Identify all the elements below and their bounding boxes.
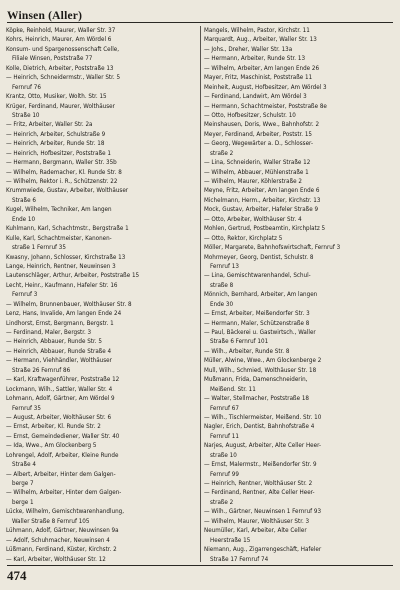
directory-entry-line: — Heinrich, Abbauer, Runde Straße 4 — [6, 347, 112, 355]
directory-entry-line: — August, Arbeiter, Wolthäuser Str. 6 — [6, 413, 112, 421]
directory-entry-line: Straße 4 — [12, 461, 36, 469]
directory-entry-line: — Heinrich, Schneidermstr., Waller Str. 5 — [6, 74, 121, 82]
directory-entry-line: — Ernst, Malermstr., Meißendorfer Str. 9 — [204, 461, 317, 469]
directory-entry-line: Müller, Alwine, Wwe., Am Glockenberge 2 — [204, 357, 322, 365]
directory-entry-line: Meißend. Str. 11 — [210, 385, 256, 393]
directory-entry-line: — Wilhelm, Abbauer, Mühlenstraße 1 — [204, 168, 309, 176]
directory-entry-line: Fernruf 76 — [12, 83, 41, 91]
directory-entry-line: Heerstraße 15 — [210, 536, 251, 544]
directory-entry-line: — Otto, Rektor, Kirchplatz 5 — [204, 234, 283, 242]
directory-entry-line: straße 1 Fernruf 35 — [12, 244, 66, 252]
directory-entry-line: — Wilhelm, Brunnenbauer, Wolthäuser Str. 8 — [6, 300, 132, 308]
directory-entry-line: Mohlen, Gertrud, Postbeamtin, Kirchplatz 5 — [204, 225, 326, 233]
directory-entry-line: straße 8 — [210, 281, 234, 289]
directory-entry-line: Mohrmeyer, Georg, Dentist, Schulstr. 8 — [204, 253, 314, 261]
header-rule — [7, 22, 393, 23]
directory-entry-line: — Ferdinand, Landwirt, Am Wördel 3 — [204, 93, 307, 101]
directory-entry-line: Straße 10 — [12, 111, 40, 119]
directory-entry-line: Lohmann, Adolf, Gärtner, Am Wördel 9 — [6, 395, 115, 403]
directory-entry-line: Fernruf 67 — [210, 404, 239, 412]
directory-entry-line: — Georg, Wegewärter a. D., Schlosser- — [204, 140, 313, 148]
directory-entry-line: Mangels, Wilhelm, Pastor, Kirchstr. 11 — [204, 27, 310, 34]
directory-entry-line: Straße 26 Fernruf 86 — [12, 366, 71, 374]
page-number: 474 — [7, 568, 27, 583]
directory-entry-line: Krüger, Ferdinand, Maurer, Wolthäuser — [6, 102, 115, 110]
directory-entry-line: — Wilhelm, Arbeiter, Am langen Ende 26 — [204, 64, 320, 72]
directory-entry-line: Lüßmann, Ferdinand, Küster, Kirchstr. 2 — [6, 546, 117, 554]
directory-entry-line: — Otto, Hofbesitzer, Schulstr. 10 — [204, 111, 296, 119]
directory-entry-line: — Heinrich, Rentner, Wolthäuser Str. 2 — [204, 480, 313, 487]
directory-entry-line: Lohrengel, Adolf, Arbeiter, Kleine Runde — [6, 451, 119, 459]
directory-entry-line: — Ida, Wwe., Am Glockenberg 5 — [6, 442, 97, 450]
directory-entry-line: Ende 30 — [210, 300, 234, 308]
directory-entry-line: Kolle, Dietrich, Arbeiter, Poststraße 13 — [6, 64, 114, 72]
directory-entry-line: Mock, Gustav, Arbeiter, Hafeler Straße 9 — [204, 206, 319, 214]
directory-entry-line: Konsum- und Spargenossenschaft Celle, — [6, 45, 120, 53]
directory-entry-line: — Wilhelm, Arbeiter, Hinter dem Galgen- — [6, 489, 122, 497]
directory-entry-line: Möller, Margarete, Bahnhofswirtschaft, Fernruf 3 — [204, 244, 341, 252]
directory-entry-line: Ende 10 — [12, 215, 36, 223]
directory-entry-line: Meinshausen, Doris, Wwe., Bahnhofstr. 2 — [204, 121, 320, 129]
directory-entry-line: Mönnich, Bernhard, Arbeiter, Am langen — [204, 291, 318, 299]
directory-entry-line: Waller Straße 8 Fernruf 105 — [12, 517, 90, 525]
directory-entry-line: Meyne, Fritz, Arbeiter, Am langen Ende 6 — [204, 187, 320, 195]
directory-entry-line: — Wilhelm, Maurer, Köhlerstraße 2 — [204, 178, 302, 185]
directory-entry-line: — Wilh., Gärtner, Neuwinsen 1 Fernruf 93 — [204, 508, 322, 516]
directory-entry-line: — Ferdinand, Rentner, Alte Celler Heer- — [204, 489, 315, 497]
directory-entry-line: — Wilhelm, Rademacher, Kl. Runde Str. 8 — [6, 168, 122, 176]
directory-entry-line: Lenz, Hans, Invalide, Am langen Ende 24 — [6, 310, 122, 318]
directory-entry-line: — Wilhelm, Maurer, Wolthäuser Str. 3 — [204, 517, 310, 525]
directory-entry-line: straße 2 — [210, 498, 234, 506]
directory-entry-line: straße 2 — [210, 149, 234, 157]
directory-entry-line: — Walter, Stellmacher, Poststraße 18 — [204, 395, 309, 403]
directory-entry-line: — Fritz, Arbeiter, Waller Str. 2a — [6, 121, 93, 129]
directory-entry-line: Lockmann, Wilh., Sattler, Waller Str. 4 — [6, 385, 113, 393]
directory-entry-line: — Wilhelm, Rektor i. R., Schützenstr. 22 — [6, 178, 118, 185]
directory-entry-line: Fernruf 13 — [210, 262, 239, 270]
directory-entry-line: — Heinrich, Arbeiter, Schulstraße 9 — [6, 130, 106, 138]
directory-entry-line: — Wilh., Arbeiter, Runde Str. 8 — [204, 347, 290, 355]
directory-entry-line: — Karl, Kraftwagenführer, Poststraße 12 — [6, 376, 120, 384]
directory-entry-line: — Karl, Arbeiter, Wolthäuser Str. 12 — [6, 555, 106, 562]
directory-entry-line: — Ernst, Arbeiter, Meißendorfer Str. 3 — [204, 310, 310, 318]
directory-entry-line: Lange, Heinrich, Rentner, Neuwinsen 3 — [6, 262, 116, 270]
directory-entry-line: Lücke, Wilhelm, Gemischtwarenhandlung, — [6, 508, 125, 516]
directory-entry-line: — Lina, Schneiderin, Waller Straße 12 — [204, 159, 311, 167]
directory-entry-line: Krummwiede, Gustav, Arbeiter, Wolthäuser — [6, 187, 129, 195]
directory-entry-line: Lautenschläger, Arthur, Arbeiter, Poststraße 15 — [6, 272, 140, 280]
directory-entry-line: Nagler, Erich, Dentist, Bahnhofstraße 4 — [204, 423, 315, 431]
directory-entry-line: Mull, Wilh., Schmied, Wolthäuser Str. 18 — [204, 366, 317, 374]
directory-entry-line: Krantz, Otto, Musiker, Wolth. Str. 15 — [6, 93, 107, 101]
directory-entry-line: Mußmann, Frida, Damenschneiderin, — [204, 376, 308, 384]
directory-entry-line: straße 10 — [210, 451, 237, 459]
directory-entry-line: Mayer, Fritz, Maschinist, Poststraße 11 — [204, 74, 313, 82]
directory-entry-line: Michelmann, Herm., Arbeiter, Kirchstr. 13 — [204, 196, 321, 204]
directory-entry-line: — Adolf, Schuhmacher, Neuwinsen 4 — [6, 536, 110, 544]
directory-entry-line: Fernruf 11 — [210, 432, 239, 440]
directory-entry-line: Straße 6 Fernruf 101 — [210, 338, 269, 346]
directory-entry-line: — Hermann, Arbeiter, Runde Str. 13 — [204, 55, 306, 63]
directory-entry-line: — Hermann, Viehhändler, Wolthäuser — [6, 357, 112, 365]
directory-entry-line: Köpke, Reinhold, Maurer, Waller Str. 37 — [6, 27, 116, 34]
directory-entry-line: Filiale Winsen, Poststraße 77 — [12, 55, 93, 63]
directory-entry-line: — Hermann, Schachtmeister, Poststraße 8e — [204, 102, 327, 110]
directory-entry-line: — Ernst, Arbeiter, Kl. Runde Str. 2 — [6, 423, 101, 431]
directory-entry-line: — Albert, Arbeiter, Hinter dem Galgen- — [6, 470, 116, 478]
directory-entry-line: berge 7 — [12, 480, 34, 487]
directory-entry-line: — Ferdinand, Maler, Bergstr. 3 — [6, 329, 92, 336]
directory-entry-line: — Ernst, Gemeindediener, Waller Str. 40 — [6, 432, 120, 440]
directory-entry-line: Lindhorst, Ernst, Bergmann, Bergstr. 1 — [6, 319, 114, 327]
directory-entry-line: — Wilh., Tischlermeister, Meißend. Str. 10 — [204, 413, 322, 421]
page-title: Winsen (Aller) — [7, 10, 83, 22]
directory-entry-line: Kulle, Karl, Schachtmeister, Kanonen- — [6, 234, 112, 242]
directory-entry-line: Niemann, Aug., Zigarrengeschäft, Hafeler — [204, 546, 322, 554]
directory-entry-line: Meyer, Ferdinand, Arbeiter, Poststr. 15 — [204, 130, 313, 138]
directory-entry-line: Straße 6 — [12, 196, 36, 204]
directory-entry-line: — Heinrich, Abbauer, Runde Str. 5 — [6, 338, 102, 346]
directory-entry-line: Straße 17 Fernruf 74 — [210, 555, 269, 562]
directory-entry-line: Fernruf 3 — [12, 291, 38, 299]
directory-entry-line: Fernruf 35 — [12, 404, 41, 412]
directory-entry-line: Meinheit, August, Hofbesitzer, Am Wördel 3 — [204, 83, 327, 91]
right-column — [204, 26, 394, 562]
column-divider — [200, 26, 201, 562]
directory-entry-line: Kwasny, Johann, Schlosser, Kirchstraße 13 — [6, 253, 126, 261]
directory-entry-line: Kohrs, Heinrich, Maurer, Am Wördel 6 — [6, 36, 112, 44]
directory-entry-line: — Paul, Bäckerei u. Gastwirtsch., Waller — [204, 329, 316, 336]
directory-entry-line: Lecht, Heinr., Kaufmann, Hafeler Str. 16 — [6, 281, 118, 289]
directory-entry-line: Lühmann, Adolf, Gärtner, Neuwinsen 9a — [6, 527, 119, 535]
directory-entry-line: — Otto, Arbeiter, Wolthäuser Str. 4 — [204, 215, 302, 223]
directory-entry-line: Marquardt, Aug., Arbeiter, Waller Str. 13 — [204, 36, 317, 44]
directory-entry-line: Neumüller, Karl, Arbeiter, Alte Celler — [204, 527, 307, 535]
directory-entry-line: berge 1 — [12, 498, 34, 506]
directory-entry-line: — Heinrich, Arbeiter, Runde Str. 18 — [6, 140, 105, 148]
directory-entry-line: Kugel, Wilhelm, Techniker, Am langen — [6, 206, 112, 214]
directory-entry-line: — Heinrich, Hofbesitzer, Poststraße 1 — [6, 149, 111, 157]
directory-entry-line: — Hermann, Bergmann, Waller Str. 35b — [6, 159, 117, 167]
directory-entry-line: Kuhlmann, Karl, Schachtmstr., Bergstraße 1 — [6, 225, 129, 233]
page-header — [7, 4, 393, 22]
directory-entry-line: — Johs., Dreher, Waller Str. 13a — [204, 45, 293, 53]
directory-entry-line: — Hermann, Maler, Schützenstraße 8 — [204, 319, 310, 327]
footer-rule — [7, 565, 393, 566]
directory-entry-line: — Lina, Gemischtwarenhandel, Schul- — [204, 272, 311, 280]
directory-entry-line: Narjes, August, Arbeiter, Alte Celler Heer- — [204, 442, 322, 450]
left-column — [6, 26, 196, 562]
directory-entry-line: Fernruf 99 — [210, 470, 239, 478]
